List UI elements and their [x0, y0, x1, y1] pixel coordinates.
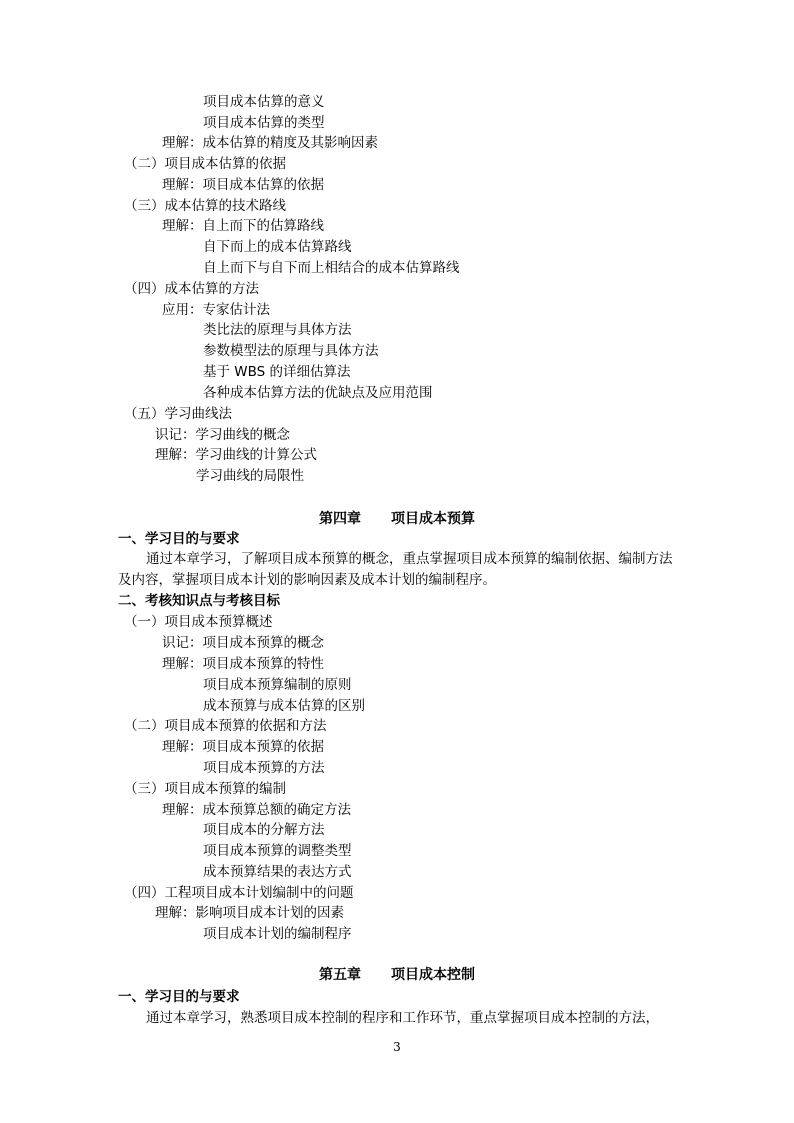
subsection-heading: （三）项目成本预算的编制	[124, 781, 286, 797]
chapter-number: 第四章	[319, 511, 361, 527]
text-line: 自上而下与自下而上相结合的成本估算路线	[203, 260, 460, 276]
paragraph: 通过本章学习，了解项目成本预算的概念，重点掌握项目成本预算的编制依据、编制方法及内容，掌握项目成本计划的影响因素及成本计划的编制程序。	[118, 551, 673, 588]
text-line: 应用：专家估计法	[162, 302, 270, 318]
text-line: 理解：成本估算的精度及其影响因素	[162, 135, 378, 151]
text-line: 成本预算与成本估算的区别	[203, 698, 365, 714]
subsection-heading: （三）成本估算的技术路线	[124, 198, 286, 214]
text-line: 各种成本估算方法的优缺点及应用范围	[203, 385, 433, 401]
chapter-number: 第五章	[319, 967, 361, 983]
text-line: 识记：学习曲线的概念	[155, 427, 290, 443]
paragraph: 通过本章学习，熟悉项目成本控制的程序和工作环节，重点掌握项目成本控制的方法，	[146, 1010, 659, 1026]
text-line: 项目成本估算的意义	[203, 94, 325, 110]
text-line: 类比法的原理与具体方法	[203, 322, 352, 338]
subsection-heading: （五）学习曲线法	[124, 406, 232, 422]
section-heading: 二、考核知识点与考核目标	[118, 593, 280, 609]
chapter-5-heading	[0, 965, 794, 985]
subsection-heading: （二）项目成本预算的依据和方法	[124, 718, 327, 734]
text-line: 项目成本预算的调整类型	[203, 843, 352, 859]
text-line: 理解：成本预算总额的确定方法	[162, 802, 351, 818]
text-line: 理解：项目成本估算的依据	[162, 177, 324, 193]
text-line: 学习曲线的局限性	[196, 468, 304, 484]
text-line: 理解：项目成本预算的依据	[162, 739, 324, 755]
text-line: 项目成本预算的方法	[203, 760, 325, 776]
text-line: 理解：项目成本预算的特性	[162, 656, 324, 672]
subsection-heading: （一）项目成本预算概述	[124, 614, 273, 630]
text-line: 参数模型法的原理与具体方法	[203, 343, 379, 359]
text-line: 自下而上的成本估算路线	[203, 239, 352, 255]
chapter-title: 项目成本预算	[391, 511, 475, 527]
subsection-heading: （二）项目成本估算的依据	[124, 156, 286, 172]
text-line: 识记：项目成本预算的概念	[162, 635, 324, 651]
text-line: 理解：学习曲线的计算公式	[155, 447, 317, 463]
text-line: 理解：自上而下的估算路线	[162, 218, 324, 234]
text-line: 项目成本计划的编制程序	[203, 926, 352, 942]
text-line: 理解：影响项目成本计划的因素	[155, 905, 344, 921]
text-line: 项目成本预算编制的原则	[203, 677, 352, 693]
section-heading: 一、学习目的与要求	[118, 531, 240, 547]
text-line: 成本预算结果的表达方式	[203, 864, 352, 880]
text-line: 项目成本的分解方法	[203, 822, 325, 838]
subsection-heading: （四）工程项目成本计划编制中的问题	[124, 885, 354, 901]
chapter-title: 项目成本控制	[391, 967, 475, 983]
section-heading: 一、学习目的与要求	[118, 989, 240, 1005]
text-line: 基于 WBS 的详细估算法	[203, 364, 351, 380]
subsection-heading: （四）成本估算的方法	[124, 281, 259, 297]
text-line: 项目成本估算的类型	[203, 115, 325, 131]
page-number: 3	[393, 1040, 401, 1054]
chapter-4-heading	[0, 509, 794, 529]
